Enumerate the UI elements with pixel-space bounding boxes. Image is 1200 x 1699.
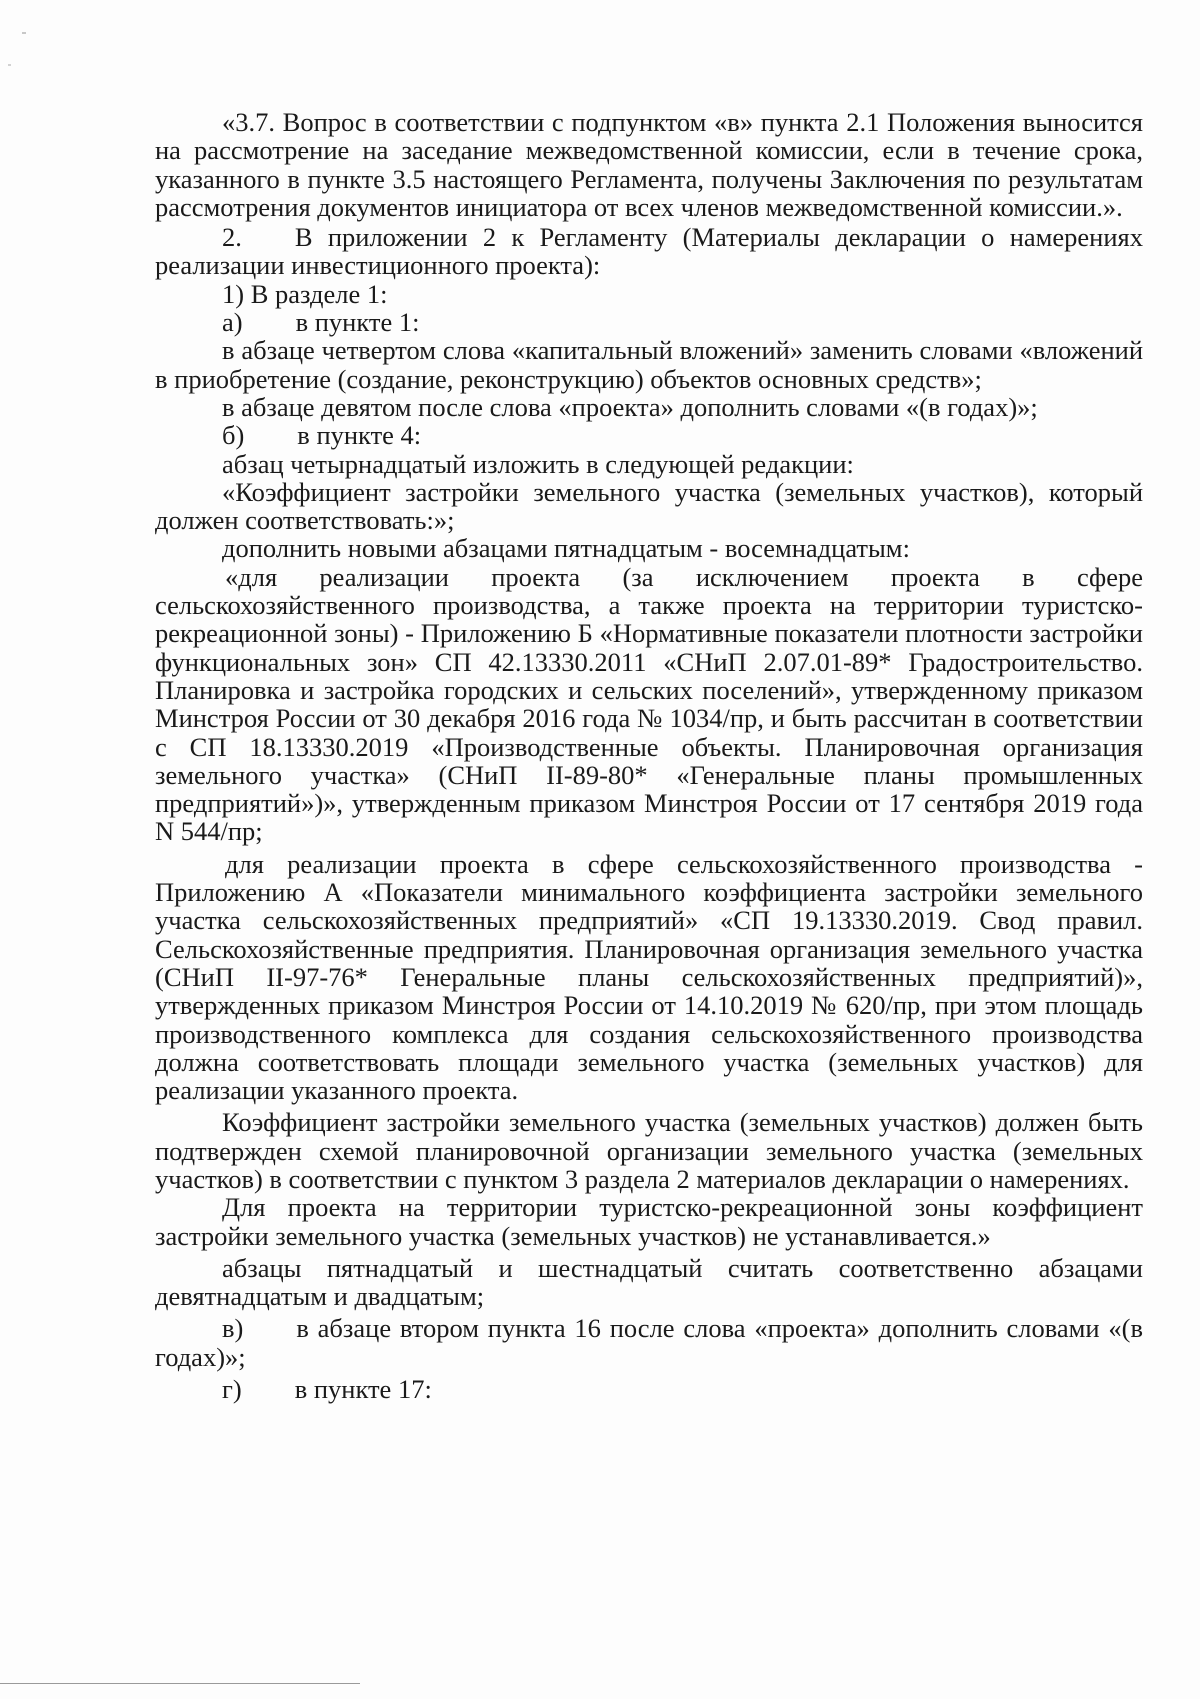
paragraph-abzac-9: в абзаце девятом после слова «проекта» дополнить словами «(в годах)»; xyxy=(222,391,1038,422)
paragraph-subitem-v: в) в абзаце втором пункта 16 после слова «проекта» дополнить словами «(в годах)»; xyxy=(155,1313,1143,1372)
paragraph-subitem-b: б) в пункте 4: xyxy=(222,420,422,451)
paragraph-coefficient-quote: «Коэффициент застройки земельного участка (земельных участков), который должен соответствовать:»; xyxy=(155,476,1143,536)
paragraph-subitem-a: а) в пункте 1: xyxy=(222,307,420,338)
document-body xyxy=(155,108,1143,1403)
paragraph-abzac-4: в абзаце четвертом слова «капитальный вложений» заменить словами «вложений в приобретение (создание, реконструкцию) объектов основных средств»; xyxy=(155,335,1143,394)
scan-speck xyxy=(22,32,26,34)
page-edge-line xyxy=(0,1683,360,1684)
paragraph-section-1: 1) В разделе 1: xyxy=(222,278,388,309)
paragraph-3-7: «3.7. Вопрос в соответствии с подпунктом «в» пункта 2.1 Положения выносится на рассмотрение на заседание межведомственной комиссии, если в течение срока, указанного в пункте 3.5 настоящего Регламента, получены Заключения по результатам рассмотрения документов инициатора от всех членов межведомственной комиссии.». xyxy=(155,107,1143,222)
paragraph-coefficient-confirm: Коэффициент застройки земельного участка (земельных участков) должен быть подтвержден схемой планировочной организации земельного участка (земельных участков) в соответствии с пунктом 3 раздела 2 материалов декларации о намерениях. xyxy=(155,1107,1143,1194)
paragraph-renumber: абзацы пятнадцатый и шестнадцатый считать соответственно абзацами девятнадцатым и двадцатым; xyxy=(155,1252,1143,1312)
paragraph-tourist-zone: Для проекта на территории туристско-рекреационной зоны коэффициент застройки земельного участка (земельных участков) не устанавливается.» xyxy=(155,1192,1143,1251)
paragraph-item-2: 2. В приложении 2 к Регламенту (Материалы декларации о намерениях реализации инвестиционного проекта): xyxy=(155,222,1143,281)
paragraph-add-new: дополнить новыми абзацами пятнадцатым - восемнадцатым: xyxy=(222,533,910,564)
paragraph-abzac-14: абзац четырнадцатый изложить в следующей редакции: xyxy=(222,448,854,479)
paragraph-subitem-g: г) в пункте 17: xyxy=(222,1374,432,1405)
scan-speck xyxy=(8,64,11,66)
paragraph-project-agri: для реализации проекта в сфере сельскохозяйственного производства - Приложению А «Показатели минимального коэффициента застройки земельного участка сельскохозяйственных предприятий» «СП 19.13330.2019. Свод правил. Сельскохозяйственные предприятия. Планировочная организация земельного участка (СНиП II-97-76* Генеральные планы сельскохозяйственных предприятий)», утвержденных приказом Минстроя России от 14.10.2019 № 620/пр, при этом площадь производственного комплекса для создания сельскохозяйственного производства должна соответствовать площади земельного участка (земельных участков) для реализации указанного проекта. xyxy=(155,848,1143,1106)
paragraph-project-general: «для реализации проекта (за исключением проекта в сфере сельскохозяйственного производства, а также проекта на территории туристско-рекреационной зоны) - Приложению Б «Нормативные показатели плотности застройки функциональных зон» СП 42.13330.2011 «СНиП 2.07.01-89* Градостроительство. Планировка и застройка городских и сельских поселений», утвержденному приказом Минстроя России от 30 декабря 2016 года № 1034/пр, и быть рассчитан в соответствии с СП 18.13330.2019 «Производственные объекты. Планировочная организация земельного участка» (СНиП II-89-80* «Генеральные планы промышленных предприятий»)», утвержденным приказом Минстроя России от 17 сентября 2019 года N 544/пр; xyxy=(155,561,1143,847)
